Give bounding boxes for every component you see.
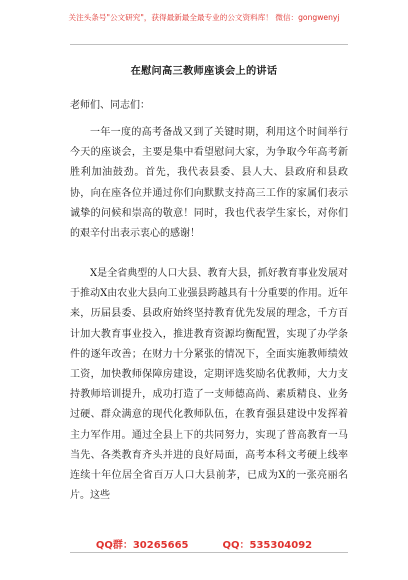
document-title: 在慰问高三教师座谈会上的讲话	[130, 65, 278, 77]
header-divider	[70, 44, 348, 45]
paragraph-2: X是全省典型的人口大县、教育大县，抓好教育事业发展对于推动X由农业大县向工业强县跨越具有十分重要的作用。近年来，历届县委、县政府始终坚持教育优先发展的理念，千方百计加大教育事业投入，推进教育资源均衡配置，实现了办学条件的逐年改善；在财力十分紧张的情况下，全面实施教师绩效工资，加快教师保障房建设，定期评选奖励名优教师，大力支持教师培训提升，成功打造了一支师德高尚、素质精良、业务过硬、群众满意的现代化教师队伍，在教育强县建设中发挥着主力军作用。通过全县上下的共同努力，实现了普高教育一马当先、各类教育齐头并进的良好局面，高考本科文考硬上线率连续十年位居全省百万人口大县前茅，已成为X的一张亮丽名片。这些	[70, 268, 348, 502]
footer-qq-group: QQ群：30265665	[95, 540, 189, 551]
paragraph-1: 一年一度的高考备战又到了关键时期，利用这个时间举行今天的座谈会，主要是集中看望慰问大家，为争取今年高考新胜利加油鼓劲。首先，我代表县委、县人大、县政府和县政协，向在座各位并通过你们向默默支持高三工作的家属们表示诚挚的问候和崇高的敬意！同时，我也代表学生家长，对你们的艰辛付出表示衷心的感谢！	[70, 127, 348, 240]
header-note: 关注头条号"公文研究"，获得最新最全最专业的公文资料库！ 微信：gongwenyj	[68, 13, 340, 22]
footer-qq: QQ：535304092	[222, 540, 313, 551]
salutation: 老师们、同志们：	[70, 100, 150, 111]
footer-divider	[70, 552, 348, 553]
footer-contact	[0, 536, 408, 551]
